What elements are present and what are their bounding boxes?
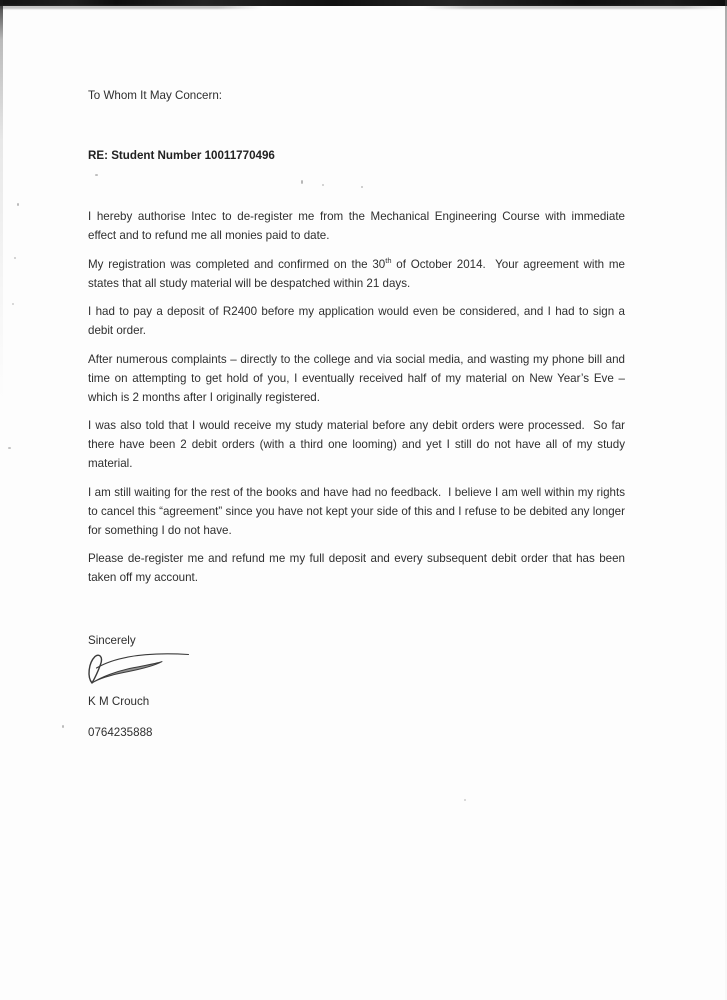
paragraph-2	[88, 255, 629, 293]
scan-speck	[95, 174, 98, 176]
ordinal-superscript: th	[385, 255, 392, 265]
signature	[86, 649, 191, 687]
scan-speck	[62, 725, 64, 728]
letter-body	[88, 207, 629, 597]
scan-speck	[361, 186, 363, 188]
scan-speck	[8, 447, 11, 449]
scan-speck	[301, 180, 303, 184]
paragraph-7: Please de-register me and refund me my full deposit and every subsequent debit order that has been taken off my account.	[88, 552, 629, 584]
scan-speck	[17, 203, 19, 206]
subject-line: RE: Student Number 10011770496	[88, 149, 275, 162]
phone-number: 0764235888	[88, 726, 153, 739]
paragraph-4: After numerous complaints – directly to the college and via social media, and wasting my phone bill and time on attempting to get hold of you, I eventually received half of my material on New Year’s Eve – which is 2 months after I originally registered.	[88, 352, 629, 404]
scan-speck	[464, 799, 466, 801]
salutation: To Whom It May Concern:	[88, 89, 223, 102]
scan-speck	[14, 257, 16, 259]
scan-artifact-top-edge	[0, 0, 727, 6]
paragraph-1: I hereby authorise Intec to de-register me from the Mechanical Engineering Course with immediate effect and to refund me all monies paid to date.	[88, 210, 629, 242]
paragraph-6: I am still waiting for the rest of the books and have had no feedback. I believe I am well within my rights to cancel this “agreement” since you have not kept your side of this and I refuse to be debited any longer for something I do not have.	[88, 485, 629, 537]
closing: Sincerely	[88, 634, 136, 647]
scan-speck	[12, 303, 14, 305]
signer-name: K M Crouch	[88, 695, 150, 708]
paragraph-2-text: My registration was completed and confirmed on the 30	[88, 257, 386, 271]
paragraph-5: I was also told that I would receive my study material before any debit orders were processed. So far there have been 2 debit orders (with a third one looming) and yet I still do not have all of my study material.	[88, 419, 629, 470]
scan-artifact-left-edge	[0, 0, 3, 400]
paragraph-2-text-cont: of October 2014. Your agreement with me states that all study material will be despatched within 21 days.	[88, 257, 629, 290]
scan-speck	[322, 184, 324, 186]
paragraph-3: I had to pay a deposit of R2400 before my application would even be considered, and I had to sign a debit order.	[88, 305, 629, 337]
